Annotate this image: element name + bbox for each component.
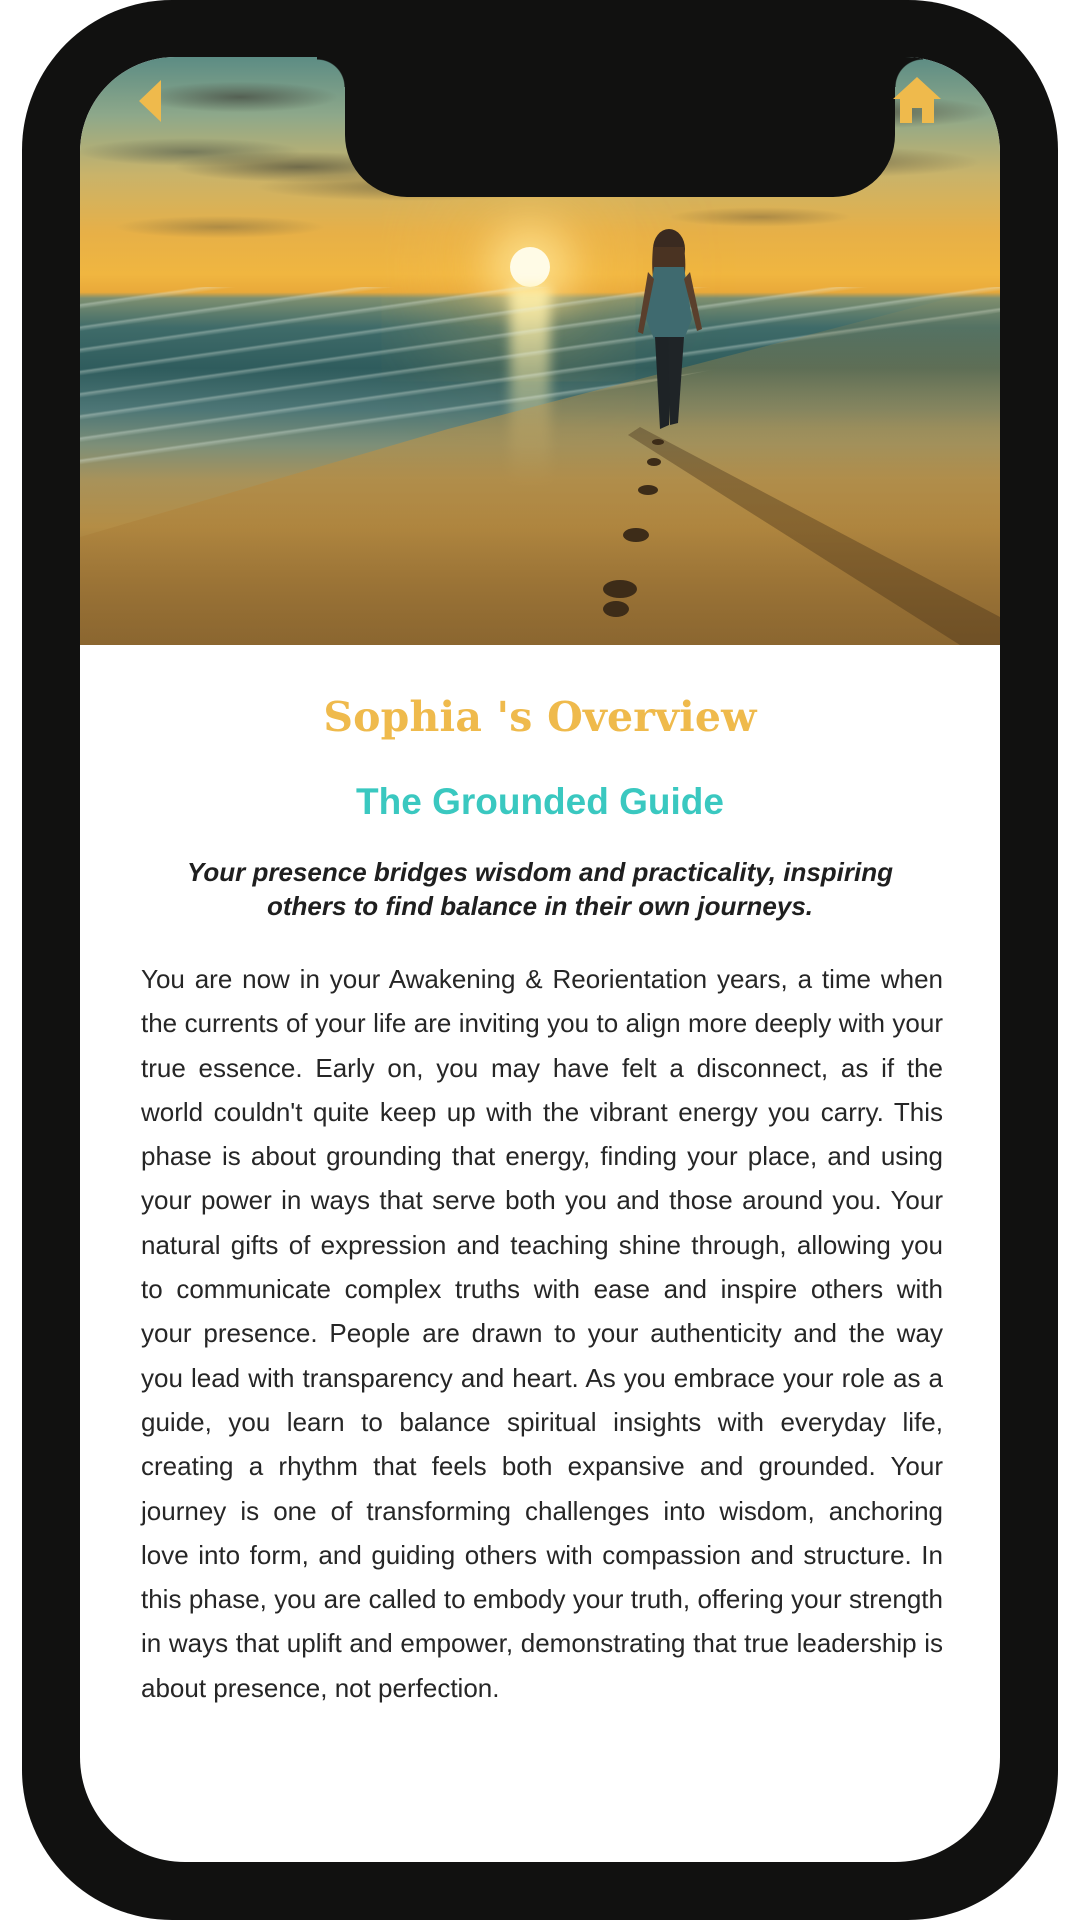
back-button[interactable] [135,78,165,124]
overview-body-text: You are now in your Awakening & Reorientation years, a time when the currents of your life are inviting you to align more deeply with your true essence. Early on, you may have felt a disconnect, as if the world couldn't quite keep up with the vibrant energy you carry. This phase is about grounding that energy, finding your place, and using your power in ways that serve both you and those around you. Your natural gifts of expression and teaching shine through, allowing you to communicate complex truths with ease and inspire others with your presence. People are drawn to your authenticity and the way you lead with transparency and heart. As you embrace your role as a guide, you learn to balance spiritual insights with everyday life, creating a rhythm that feels both expansive and grounded. Your journey is one of transforming challenges into wisdom, anchoring love into form, and guiding others with compassion and structure. In this phase, you are called to embody your truth, offering your strength in ways that uplift and empower, demonstrating that true leadership is about presence, not perfection. [141,964,943,1703]
home-icon [891,75,943,125]
archetype-tagline: Your presence bridges wisdom and practicality, inspiring others to find balance in their own journeys. [186,857,894,921]
phone-notch [345,57,895,197]
archetype-name: The Grounded Guide [356,781,724,822]
overview-title: Sophia 's Overview [323,693,757,741]
back-arrow-icon [135,78,165,124]
home-button[interactable] [891,75,943,125]
overview-section [80,645,1000,1710]
